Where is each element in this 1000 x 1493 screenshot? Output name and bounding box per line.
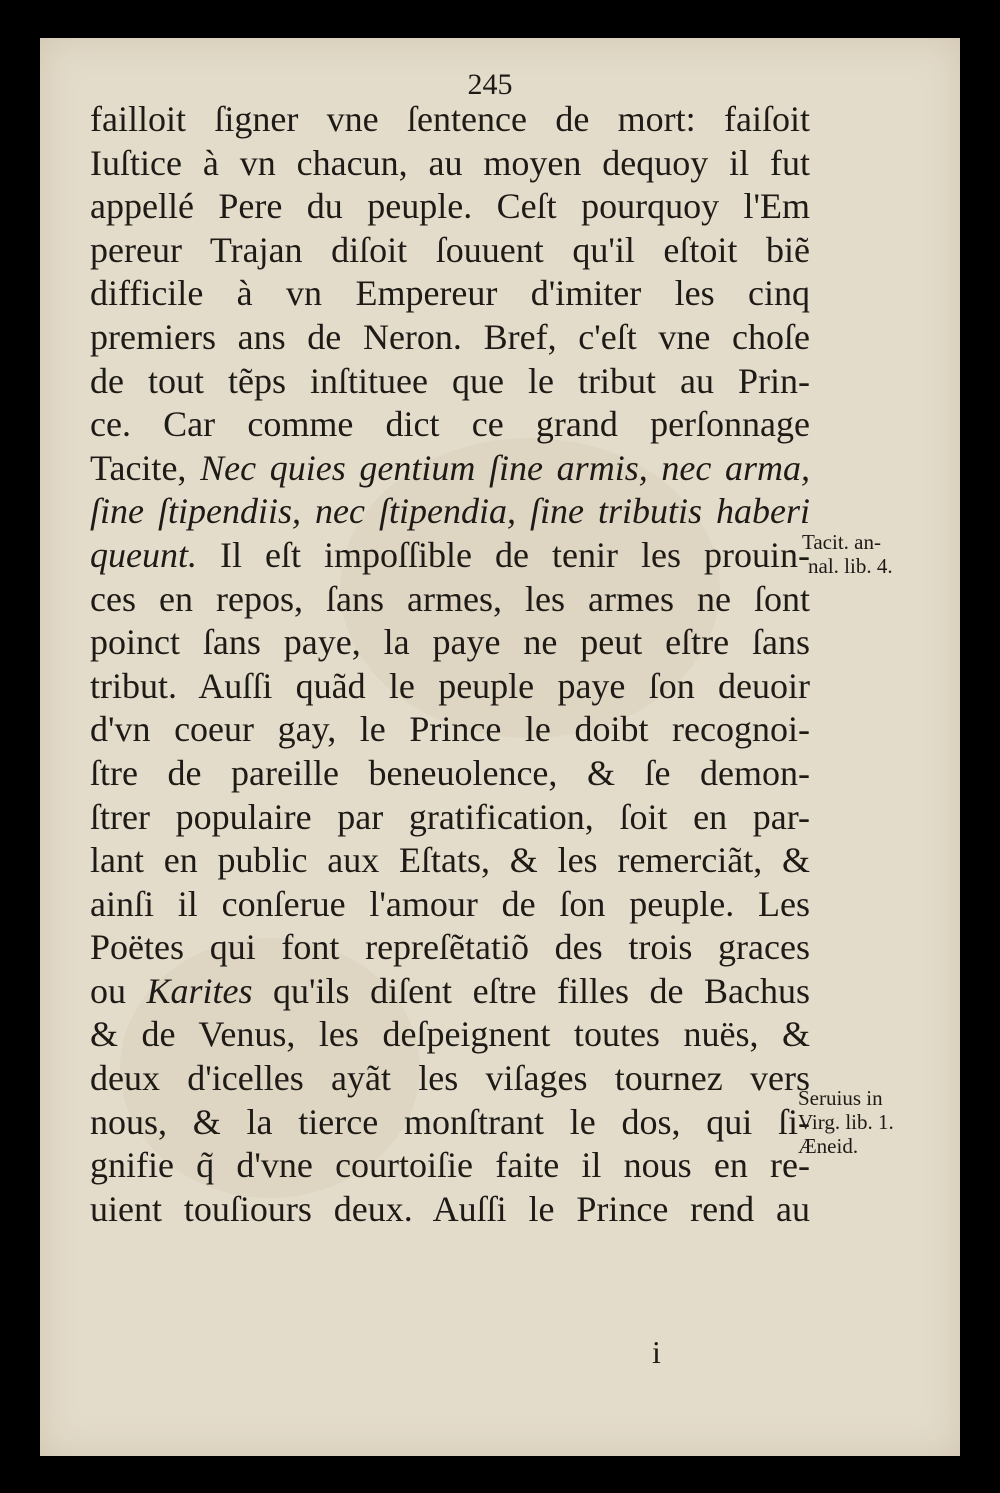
text-run: Tacite,	[90, 447, 201, 488]
text-line: tribut. Auſſi quãd le peuple paye ſon deuoir	[90, 665, 810, 706]
latin-quote: ſine ſtipendiis, nec ſtipendia, ſine tributis haberi	[90, 491, 810, 532]
text-line: ſtre de pareille beneuolence, & ſe demon-	[90, 752, 810, 793]
margin-note-line: Virg. lib. 1.	[798, 1110, 894, 1134]
margin-note-servius	[798, 1086, 894, 1158]
text-line: poinct ſans paye, la paye ne peut eſtre ſans	[90, 622, 810, 663]
text-run: ou	[90, 970, 147, 1011]
text-run: qu'ils diſent eſtre filles de Bachus	[252, 970, 810, 1011]
text-line: Iuſtice à vn chacun, au moyen dequoy il fut	[90, 142, 810, 183]
text-line-tacite	[90, 447, 810, 491]
signature-mark: i	[652, 1334, 661, 1370]
text-line: ſtrer populaire par gratification, ſoit en par-	[90, 796, 810, 837]
text-line-queunt	[90, 534, 810, 578]
text-line: lant en public aux Eſtats, & les remerciãt, &	[90, 840, 810, 881]
greek-term: Karites	[146, 970, 253, 1011]
text-line: ainſi il conſerue l'amour de ſon peuple. Les	[90, 883, 810, 924]
text-line: Poëtes qui font repreſẽtatiõ des trois graces	[90, 927, 810, 968]
text-line: de tout tẽps inſtituee que le tribut au Prin-	[90, 360, 810, 401]
book-page	[40, 38, 960, 1456]
latin-quote: Nec quies gentium ſine armis, nec arma,	[200, 447, 811, 488]
text-line: premiers ans de Neron. Bref, c'eſt vne choſe	[90, 316, 810, 357]
text-line: pereur Trajan diſoit ſouuent qu'il eſtoit biẽ	[90, 229, 810, 270]
page-number: 245	[467, 68, 513, 101]
text-line: failloit ſigner vne ſentence de mort: faiſoit	[90, 99, 810, 139]
text-line: ces en repos, ſans armes, les armes ne ſont	[90, 578, 810, 619]
margin-note-line: Tacit. an-	[802, 530, 881, 554]
main-text	[90, 98, 810, 1231]
latin-quote: queunt.	[90, 534, 197, 575]
text-line: nous, & la tierce monſtrant le dos, qui ſi-	[90, 1101, 810, 1142]
text-line: difficile à vn Empereur d'imiter les cinq	[90, 273, 810, 314]
text-line: uient touſiours deux. Auſſi le Prince rend au	[90, 1188, 810, 1229]
text-line-karites	[90, 970, 810, 1014]
text-line: ce. Car comme dict ce grand perſonnage	[90, 404, 810, 445]
margin-note-tacitus	[802, 530, 893, 578]
margin-note-line: Seruius in	[798, 1086, 883, 1110]
text-line: gnifie q̃ d'vne courtoiſie faite il nous en re-	[90, 1145, 810, 1186]
text-line: & de Venus, les deſpeignent toutes nuës, &	[90, 1014, 810, 1055]
text-line: appellé Pere du peuple. Ceſt pourquoy l'Em	[90, 186, 810, 227]
text-line: d'vn coeur gay, le Prince le doibt recognoi-	[90, 709, 810, 750]
margin-note-line: nal. lib. 4.	[808, 554, 893, 578]
text-line-latin	[90, 490, 810, 534]
text-run: Il eſt impoſſible de tenir les prouin-	[196, 534, 810, 575]
text-line: deux d'icelles ayãt les viſages tournez vers	[90, 1058, 810, 1099]
margin-note-line: Æneid.	[798, 1134, 859, 1158]
